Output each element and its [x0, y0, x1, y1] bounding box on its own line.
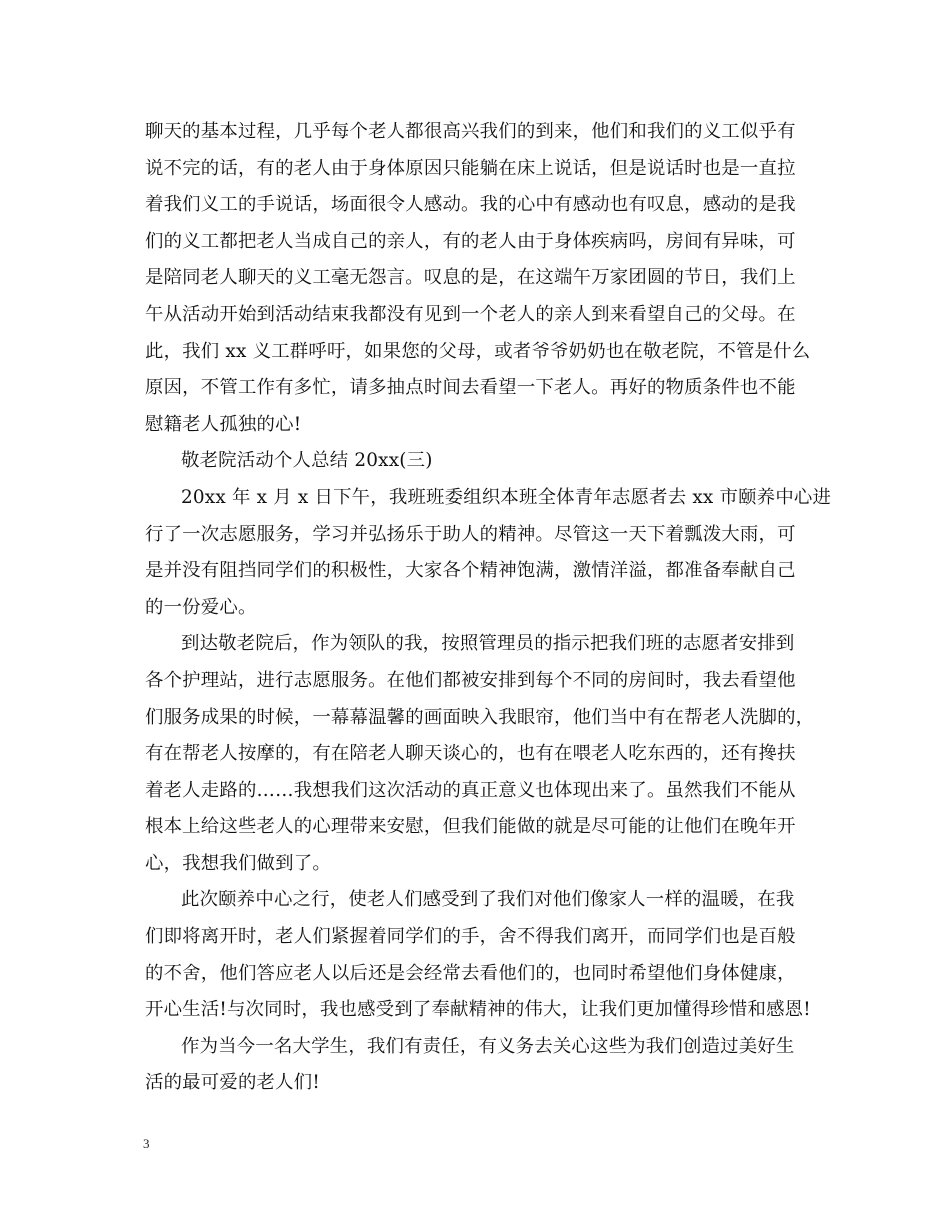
text-line: 的不舍，他们答应老人以后还是会经常去看他们的，也同时希望他们身体健康，: [145, 962, 796, 984]
text-line: 们的义工都把老人当成自己的亲人，有的老人由于身体疾病吗，房间有异味，可: [145, 230, 796, 252]
paragraph: [145, 919, 813, 1029]
paragraph: [145, 1029, 813, 1066]
text-line: 原因，不管工作有多忙，请多抽点时间去看望一下老人。再好的物质条件也不能: [145, 377, 796, 399]
paragraph: [145, 114, 813, 443]
text-line: 到达敬老院后，作为领队的我，按照管理员的指示把我们班的志愿者安排到: [181, 633, 795, 655]
text-line: 各个护理站，进行志愿服务。在他们都被安排到每个不同的房间时，我去看望他: [145, 669, 796, 691]
text-line: 着老人走路的……我想我们这次活动的真正意义也体现出来了。虽然我们不能从: [145, 779, 796, 801]
paragraph: [145, 480, 832, 517]
text-line: 聊天的基本过程，几乎每个老人都很高兴我们的到来，他们和我们的义工似乎有: [145, 121, 796, 142]
text-line: 说不完的话，有的老人由于身体原因只能躺在床上说话，但是说话时也是一直拉: [145, 157, 796, 179]
paragraph: [145, 663, 813, 883]
text-line: 是陪同老人聊天的义工毫无怨言。叹息的是，在这端午万家团圆的节日，我们上: [145, 267, 796, 289]
text-line: 根本上给这些老人的心理带来安慰，但我们能做的就是尽可能的让他们在晚年开: [145, 816, 796, 838]
text-line: 此，我们 xx 义工群呼吁，如果您的父母，或者爷爷奶奶也在敬老院，不管是什么: [145, 340, 811, 362]
text-line: 活的最可爱的老人们!: [145, 1072, 320, 1094]
document-body: [145, 114, 832, 1102]
text-line: 的一份爱心。: [145, 596, 257, 618]
text-line: 此次颐养中心之行，使老人们感受到了我们对他们像家人一样的温暖，在我: [181, 889, 795, 911]
paragraph: [145, 626, 813, 663]
text-line: 们即将离开时，老人们紧握着同学们的手，舍不得我们离开，而同学们也是百般: [145, 926, 796, 948]
paragraph: [145, 882, 813, 919]
text-line: 慰籍老人孤独的心!: [145, 413, 302, 435]
text-line: 作为当今一名大学生，我们有责任，有义务去关心这些为我们创造过美好生: [181, 1035, 795, 1057]
text-line: 是并没有阻挡同学们的积极性，大家各个精神饱满，激情洋溢，都准备奉献自己: [145, 560, 796, 582]
page-number: 3: [143, 1136, 150, 1151]
text-line: 有在帮老人按摩的，有在陪老人聊天谈心的，也有在喂老人吃东西的，还有搀扶: [145, 743, 796, 765]
text-line: 开心生活!与次同时，我也感受到了奉献精神的伟大，让我们更加懂得珍惜和感恩!: [145, 999, 811, 1021]
paragraph: [145, 1065, 813, 1102]
text-line: 行了一次志愿服务，学习并弘扬乐于助人的精神。尽管这一天下着瓢泼大雨，可: [145, 523, 796, 545]
text-line: 20xx 年 x 月 x 日下午，我班班委组织本班全体青年志愿者去 xx 市颐养中心进: [181, 486, 832, 508]
text-line: 午从活动开始到活动结束我都没有见到一个老人的亲人到来看望自己的父母。在: [145, 303, 796, 325]
paragraph: [145, 443, 813, 480]
paragraph: [145, 517, 813, 627]
text-line: 心，我想我们做到了。: [145, 852, 331, 874]
text-line: 们服务成果的时候，一幕幕温馨的画面映入我眼帘，他们当中有在帮老人洗脚的，: [145, 706, 815, 728]
text-line: 着我们义工的手说话，场面很令人感动。我的心中有感动也有叹息，感动的是我: [145, 194, 796, 216]
text-line: 敬老院活动个人总结 20xx(三): [181, 450, 433, 472]
